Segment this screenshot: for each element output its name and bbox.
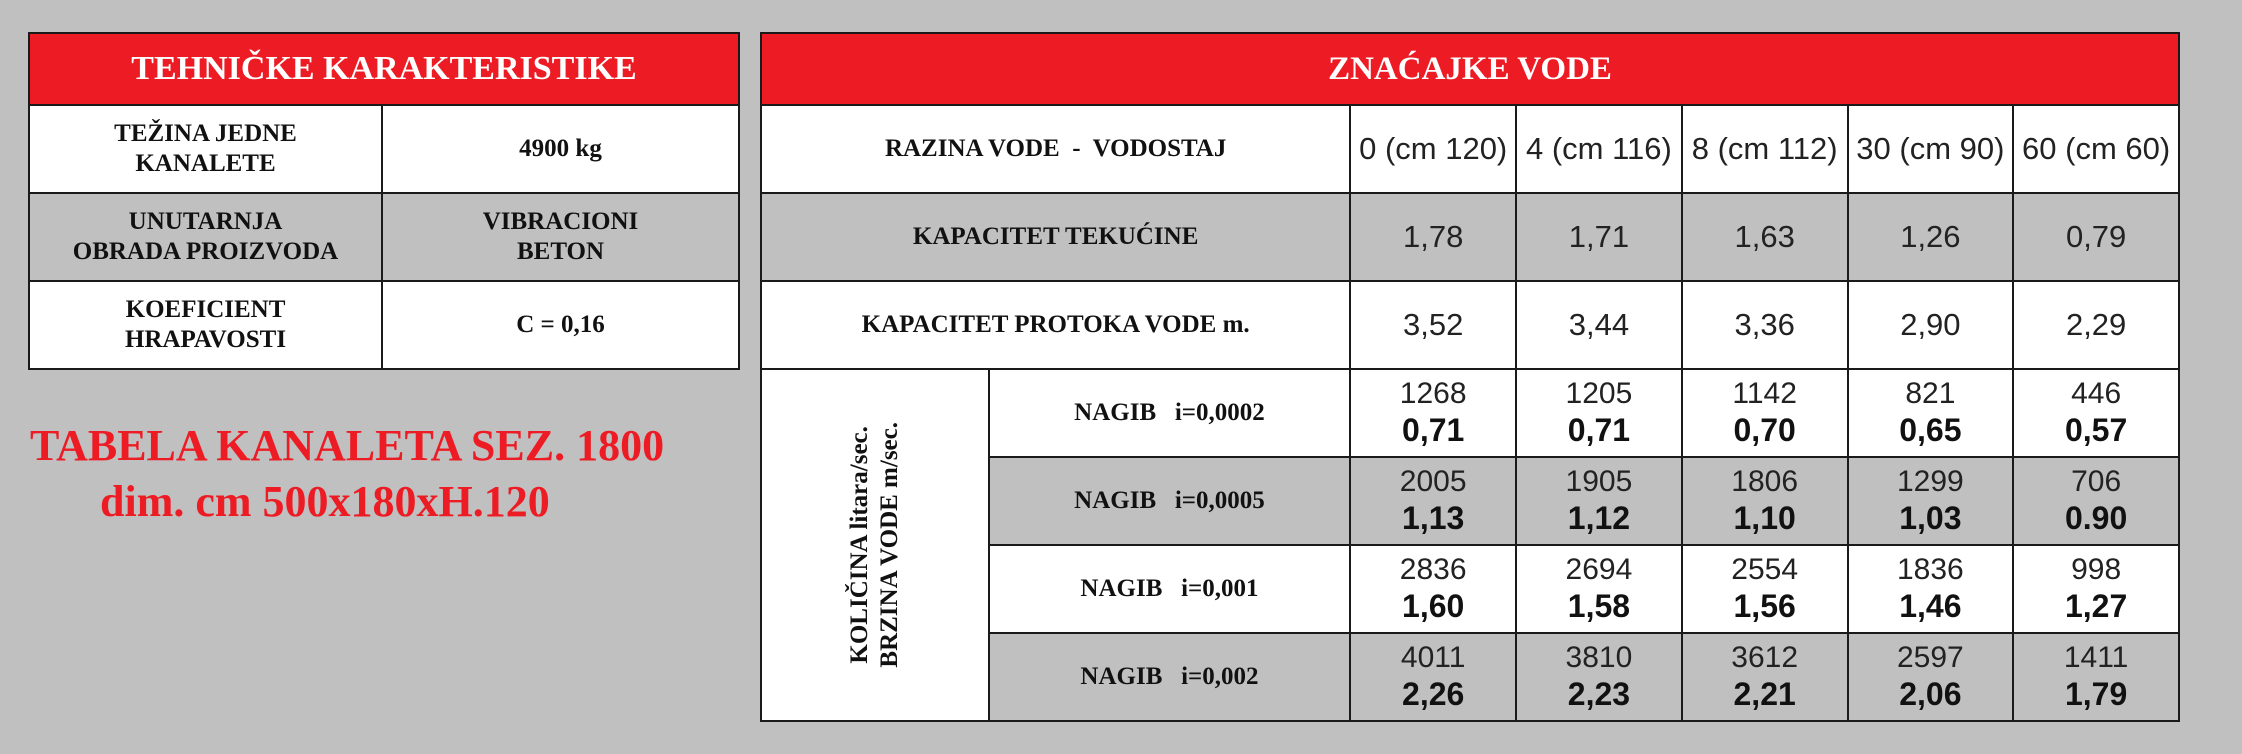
weight-label: TEŽINA JEDNE KANALETE — [29, 105, 382, 193]
slope-cell: 998 1,27 — [2013, 545, 2179, 633]
slope-cell: 2554 1,56 — [1682, 545, 1848, 633]
slope-label: NAGIB i=0,0005 — [989, 457, 1351, 545]
table-row — [29, 193, 739, 281]
roughness-value: C = 0,16 — [382, 281, 739, 369]
level-label: RAZINA VODE - VODOSTAJ — [761, 105, 1350, 193]
slope-cell: 4011 2,26 — [1350, 633, 1516, 721]
slope-cell: 2836 1,60 — [1350, 545, 1516, 633]
level-cell: 8 (cm 112) — [1682, 105, 1848, 193]
capacity-cell: 1,71 — [1516, 193, 1682, 281]
capacity-cell: 1,26 — [1848, 193, 2014, 281]
slope-cell: 1205 0,71 — [1516, 369, 1682, 457]
treatment-value: VIBRACIONI BETON — [382, 193, 739, 281]
slope-cell: 706 0.90 — [2013, 457, 2179, 545]
treatment-label: UNUTARNJA OBRADA PROIZVODA — [29, 193, 382, 281]
title-line-1: TABELA KANALETA SEZ. 1800 — [30, 421, 665, 470]
speed-label: BRZINA VODE m/sec. — [875, 422, 903, 668]
slope-cell: 1268 0,71 — [1350, 369, 1516, 457]
slope-cell: 446 0,57 — [2013, 369, 2179, 457]
table-row — [29, 105, 739, 193]
slope-cell: 2597 2,06 — [1848, 633, 2014, 721]
slope-cell: 1299 1,03 — [1848, 457, 2014, 545]
water-characteristics-table — [760, 32, 2180, 722]
level-cell: 30 (cm 90) — [1848, 105, 2014, 193]
flow-cell: 2,29 — [2013, 281, 2179, 369]
slope-cell: 1142 0,70 — [1682, 369, 1848, 457]
capacity-cell: 0,79 — [2013, 193, 2179, 281]
level-cell: 60 (cm 60) — [2013, 105, 2179, 193]
slope-label: NAGIB i=0,001 — [989, 545, 1351, 633]
slope-cell: 1905 1,12 — [1516, 457, 1682, 545]
slope-cell: 1836 1,46 — [1848, 545, 2014, 633]
flow-cell: 3,36 — [1682, 281, 1848, 369]
flow-label: KAPACITET PROTOKA VODE m. — [761, 281, 1350, 369]
table-row — [761, 193, 2179, 281]
side-label — [761, 369, 989, 721]
technical-characteristics-table — [28, 32, 740, 370]
water-header: ZNAĆAJKE VODE — [761, 33, 2179, 105]
slope-cell: 1806 1,10 — [1682, 457, 1848, 545]
weight-value: 4900 kg — [382, 105, 739, 193]
slope-cell: 1411 1,79 — [2013, 633, 2179, 721]
slope-cell: 2005 1,13 — [1350, 457, 1516, 545]
capacity-label: KAPACITET TEKUĆINE — [761, 193, 1350, 281]
capacity-cell: 1,78 — [1350, 193, 1516, 281]
slope-cell: 2694 1,58 — [1516, 545, 1682, 633]
level-cell: 4 (cm 116) — [1516, 105, 1682, 193]
flow-cell: 2,90 — [1848, 281, 2014, 369]
level-cell: 0 (cm 120) — [1350, 105, 1516, 193]
capacity-cell: 1,63 — [1682, 193, 1848, 281]
table-row — [29, 281, 739, 369]
slope-label: NAGIB i=0,0002 — [989, 369, 1351, 457]
slope-cell: 3612 2,21 — [1682, 633, 1848, 721]
flow-cell: 3,44 — [1516, 281, 1682, 369]
table-row — [761, 369, 2179, 457]
quantity-label: KOLIČINA litara/sec. — [845, 426, 873, 664]
slope-cell: 3810 2,23 — [1516, 633, 1682, 721]
title-line-2: dim. cm 500x180xH.120 — [100, 477, 550, 526]
roughness-label: KOEFICIENT HRAPAVOSTI — [29, 281, 382, 369]
table-row — [761, 105, 2179, 193]
flow-cell: 3,52 — [1350, 281, 1516, 369]
slope-cell: 821 0,65 — [1848, 369, 2014, 457]
slope-label: NAGIB i=0,002 — [989, 633, 1351, 721]
page-title — [28, 418, 740, 530]
table-row — [761, 281, 2179, 369]
tech-header: TEHNIČKE KARAKTERISTIKE — [29, 33, 739, 105]
